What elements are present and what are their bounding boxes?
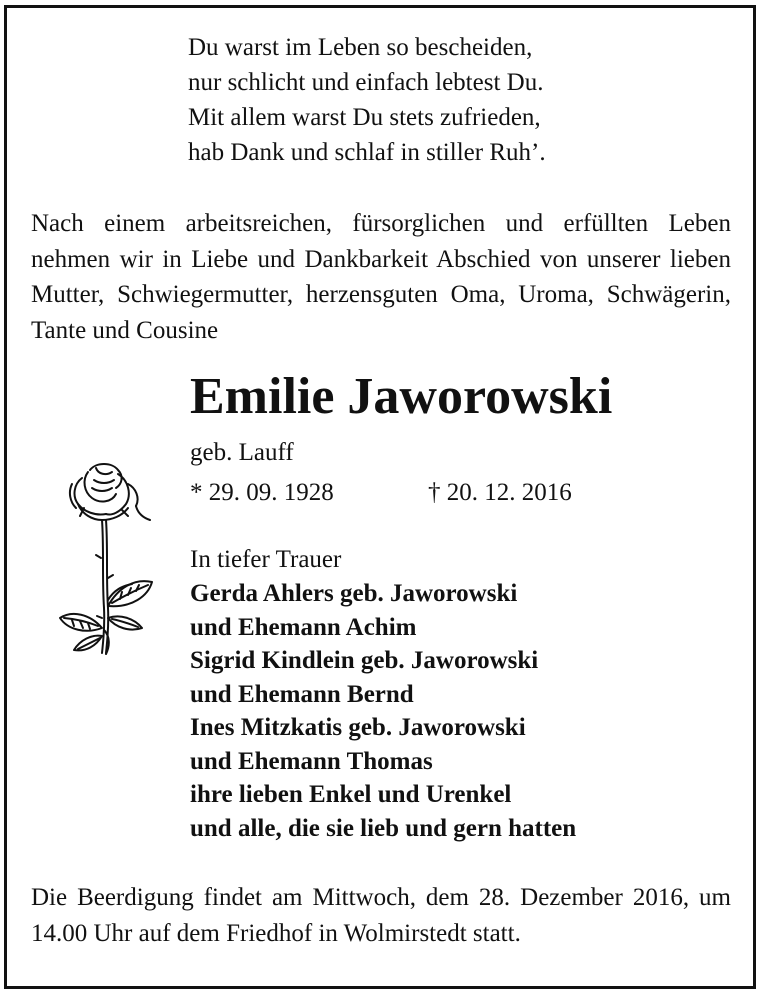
rose-icon bbox=[52, 458, 164, 663]
poem-line: Du warst im Leben so bescheiden, bbox=[188, 34, 533, 61]
poem-line: hab Dank und schlaf in stiller Ruh’. bbox=[188, 139, 546, 166]
mourner-line: Gerda Ahlers geb. Jaworowski bbox=[190, 580, 518, 607]
mourner-line: und alle, die sie lieb und gern hatten bbox=[190, 814, 577, 842]
mourner-line: Ines Mitzkatis geb. Jaworowski bbox=[190, 714, 526, 741]
life-dates bbox=[190, 477, 572, 509]
poem-line: Mit allem warst Du stets zufrieden, bbox=[188, 104, 541, 131]
poem-line: nur schlicht und einfach lebtest Du. bbox=[188, 69, 544, 96]
mourning-intro: In tiefer Trauer bbox=[190, 546, 342, 573]
mourner-line: und Ehemann Bernd bbox=[190, 680, 414, 708]
poem bbox=[188, 30, 546, 170]
mourner-line: Sigrid Kindlein geb. Jaworowski bbox=[190, 647, 539, 674]
deceased-name: Emilie Jaworowski bbox=[190, 368, 613, 425]
mourner-line: und Ehemann Achim bbox=[190, 613, 417, 641]
funeral-announcement: Die Beerdigung findet am Mittwoch, dem 28. Dezember 2016, um 14.00 Uhr auf dem Friedhof in Wolmirstedt statt. bbox=[31, 884, 731, 947]
death-date: † 20. 12. 2016 bbox=[428, 479, 572, 506]
intro-paragraph: Nach einem arbeitsreichen, fürsorglichen und erfüllten Leben nehmen wir in Liebe und Dankbarkeit Abschied von unserer lieben Mutter, Schwiegermutter, herzensguten Oma, Uroma, Schwägerin, Tante und Cousine bbox=[31, 210, 731, 344]
maiden-name: geb. Lauff bbox=[190, 439, 294, 466]
mourners-list bbox=[190, 577, 576, 845]
birth-date: * 29. 09. 1928 bbox=[190, 479, 334, 506]
mourner-line: ihre lieben Enkel und Urenkel bbox=[190, 781, 512, 808]
mourner-line: und Ehemann Thomas bbox=[190, 747, 433, 775]
